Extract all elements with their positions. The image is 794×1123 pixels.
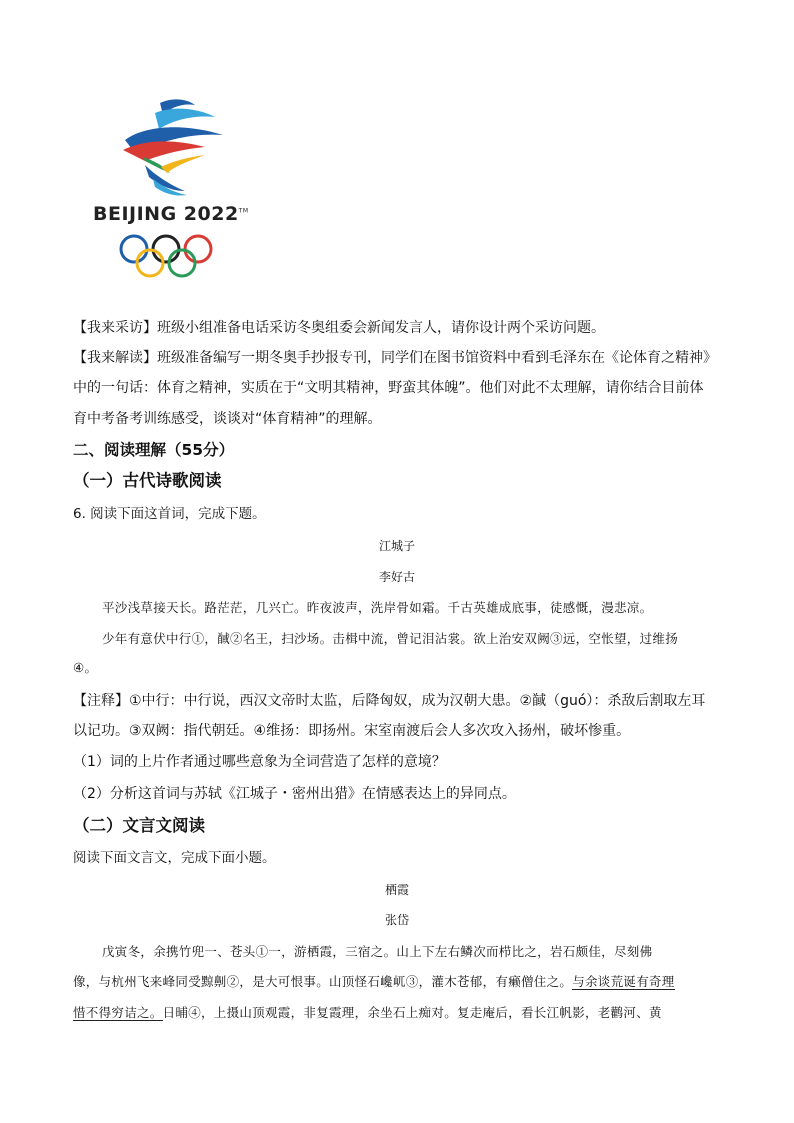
interpret-task-line2: 中的一句话：体育之精神，实质在于“文明其精神，野蛮其体魄”。他们对此不太理解，请你结合目前体 xyxy=(73,380,704,396)
prose-line-3-plain: 日晡④，上摄山顶观霞，非复霞理，余坐石上痴对。复走庵后，看长江帆影，老鹳河、黄 xyxy=(162,1005,662,1020)
notes-line-2: 以记功。③双阙：指代朝廷。④维扬：即扬州。宋室南渡后会人多次攻入扬州，破坏惨重。 xyxy=(73,723,631,739)
section-heading-reading: 二、阅读理解（55分） xyxy=(73,441,235,459)
question-6: 6. 阅读下面这首词，完成下题。 xyxy=(73,506,266,522)
trademark: TM xyxy=(238,207,249,215)
poem-author: 李好古 xyxy=(378,570,415,584)
poem-title: 江城子 xyxy=(378,539,415,553)
subquestion-2: （2）分析这首词与苏轼《江城子・密州出猎》在情感表达上的异同点。 xyxy=(73,786,516,802)
poem-line-3: ④。 xyxy=(73,660,98,675)
prose-line-1: 戊寅冬，余携竹兜一、苍头①一，游栖霞，三宿之。山上下左右鳞次而栉比之，岩石颇佳，尽刻佛 xyxy=(102,944,653,959)
poem-line-1: 平沙浅草接天长。路茫茫，几兴亡。昨夜波声，洗岸骨如霜。千古英雄成底事，徒感慨，漫悲凉。 xyxy=(102,600,653,615)
prose-line-3 xyxy=(73,1004,662,1022)
notes-line-1: 【注释】①中行：中行说，西汉文帝时太监，后降匈奴，成为汉朝大患。②馘（guó）：杀敌后割取左耳 xyxy=(73,693,706,709)
part-heading-classical: （二）文言文阅读 xyxy=(73,816,205,835)
prose-line-2 xyxy=(73,973,675,991)
beijing-2022-logo xyxy=(90,95,250,280)
olympic-rings-icon xyxy=(118,233,218,281)
prose-line-3-underlined: 惜不得穷诘之。 xyxy=(73,1005,163,1020)
interpret-task-line3: 育中考备考训练感受，谈谈对“体育精神”的理解。 xyxy=(73,411,382,427)
logo-wordmark: BEIJING 2022™ xyxy=(93,203,249,225)
poem-line-2: 少年有意伏中行①，馘②名王，扫沙场。击楫中流，曾记泪沾裳。欲上治安双阙③远，空怅望，过维扬 xyxy=(102,631,679,646)
subquestion-1: （1）词的上片作者通过哪些意象为全词营造了怎样的意境？ xyxy=(73,754,446,770)
emblem-ribbon-icon xyxy=(115,95,225,200)
interview-task: 【我来采访】班级小组准备电话采访冬奥组委会新闻发言人，请你设计两个采访问题。 xyxy=(73,320,605,336)
interpret-task-line1: 【我来解读】班级准备编写一期冬奥手抄报专刊，同学们在图书馆资料中看到毛泽东在《论体育之精神》 xyxy=(73,350,717,366)
prose-line-2-underlined: 与余谈荒诞有奇理 xyxy=(572,974,675,989)
prose-title: 栖霞 xyxy=(384,883,409,897)
classical-intro: 阅读下面文言文，完成下面小题。 xyxy=(73,850,276,866)
prose-line-2-plain: 像，与杭州飞来峰同受黥劓②，是大可恨事。山顶怪石巉屼③，灌木苍郁，有癞僧住之。 xyxy=(73,974,573,989)
prose-author: 张岱 xyxy=(384,913,409,927)
part-heading-poetry: （一）古代诗歌阅读 xyxy=(73,471,222,490)
